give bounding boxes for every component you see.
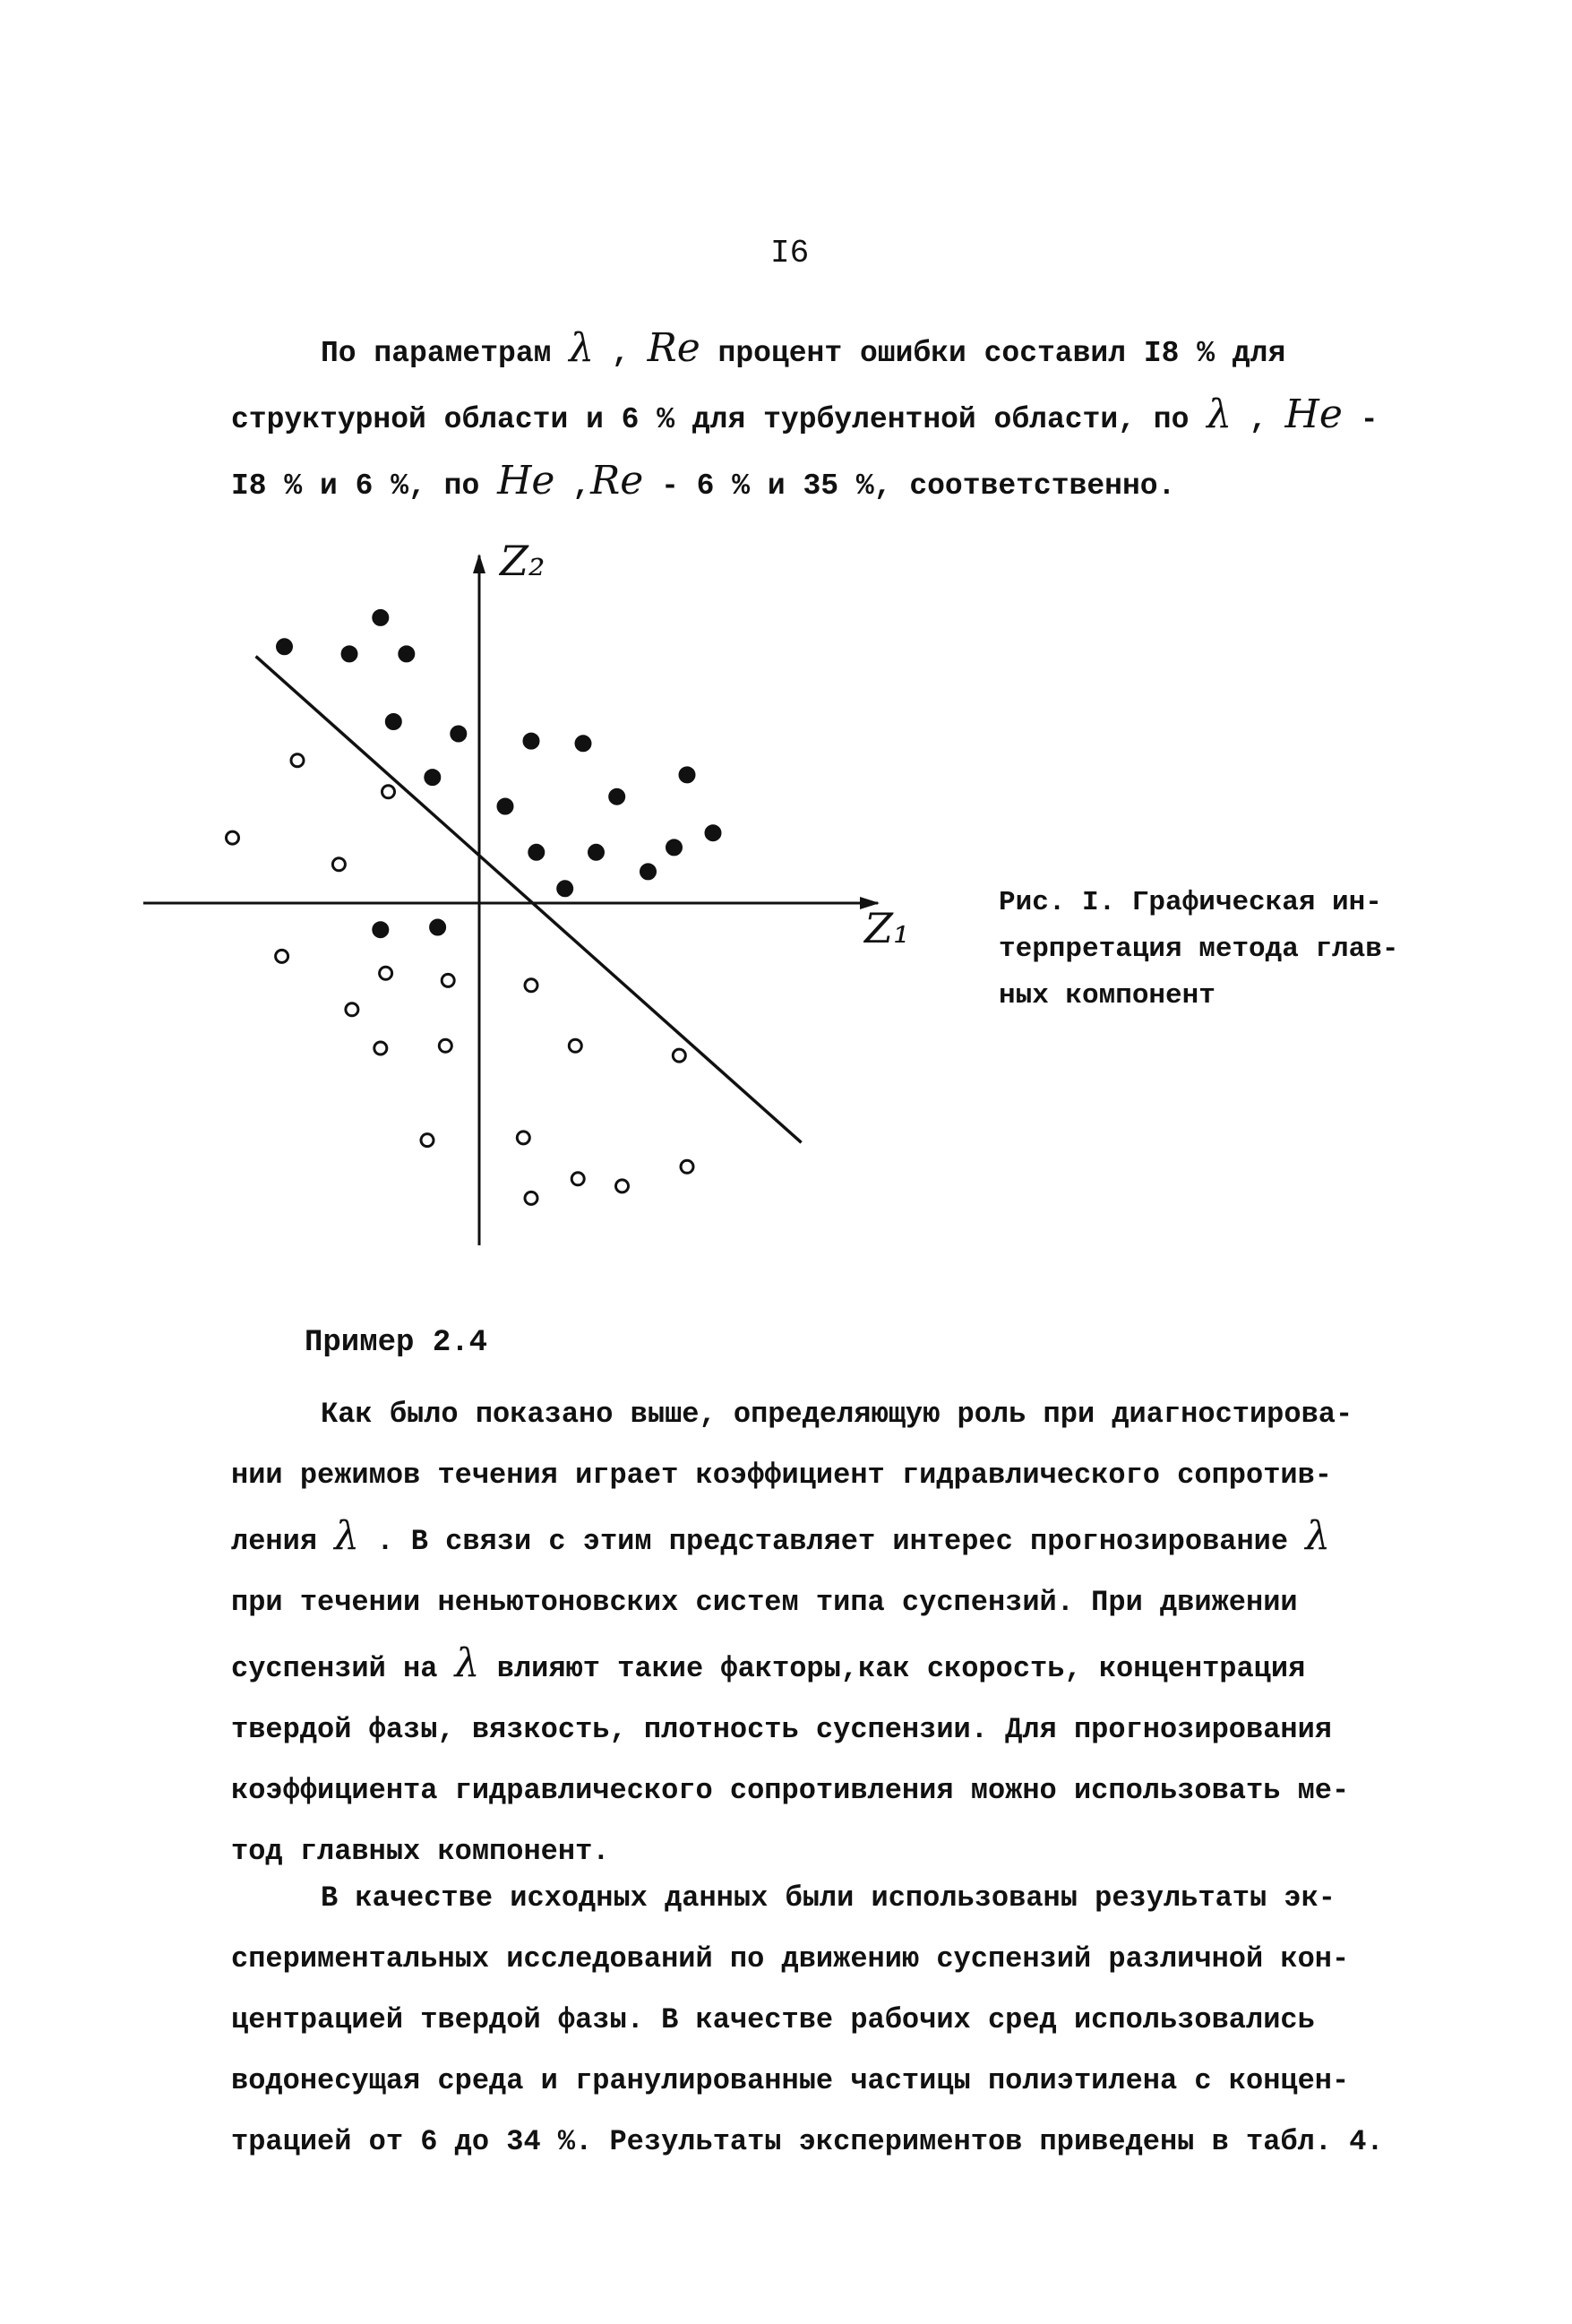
hollow-point	[332, 858, 345, 871]
hollow-point	[525, 979, 537, 992]
axis-y-label: Z₂	[500, 537, 545, 585]
filled-point	[430, 919, 446, 935]
filled-point	[399, 646, 415, 662]
filled-point	[640, 864, 657, 880]
paragraph-line: водонесущая среда и гранулированные частицы полиэтилена с концен-	[231, 2064, 1350, 2097]
paragraph-line: центрацией твердой фазы. В качестве рабочих сред использовались	[231, 2003, 1315, 2036]
lambda-symbol: λ	[454, 1640, 480, 1686]
reynolds-symbol: Re	[590, 458, 644, 504]
paragraph-line: суспензий на λ влияют такие факторы,как скорость, концентрация	[231, 1640, 1306, 1686]
hollow-point	[673, 1049, 685, 1062]
intro-paragraph	[231, 318, 1431, 517]
scatter-plot	[125, 529, 958, 1263]
intro-line-1: По параметрам λ , Re процент ошибки составил I8 % для	[321, 325, 1286, 371]
intro-line-2: структурной области и 6 % для турбулентной области, по λ , He -	[231, 392, 1379, 437]
example-title: Пример 2.4	[305, 1326, 488, 1360]
filled-point	[575, 736, 591, 752]
filled-point	[588, 844, 605, 860]
paragraph-line: трацией от 6 до 34 %. Результаты экспериментов приведены в табл. 4.	[231, 2125, 1384, 2158]
filled-point	[666, 839, 683, 856]
paragraph-line: тод главных компонент.	[231, 1835, 610, 1868]
scatter-figure	[125, 529, 958, 1263]
filled-point	[705, 825, 721, 841]
filled-point	[341, 646, 357, 662]
separator-line	[256, 657, 802, 1143]
reynolds-symbol: Re	[647, 325, 700, 371]
page-number: I6	[770, 235, 810, 271]
paragraph-line: спериментальных исследований по движению суспензий различной кон-	[231, 1942, 1350, 1975]
data-points	[227, 609, 722, 1204]
hollow-point	[276, 950, 288, 962]
paragraph-line: В качестве исходных данных были использованы результаты эк-	[321, 1881, 1336, 1915]
filled-point	[609, 788, 625, 805]
filled-point	[497, 798, 513, 814]
filled-point	[277, 639, 293, 655]
lambda-symbol: λ	[334, 1513, 360, 1559]
hollow-point	[616, 1180, 629, 1192]
axis-x-label: Z₁	[864, 904, 910, 952]
paragraph-line: ления λ . В связи с этим представляет интерес прогнозирование λ	[231, 1513, 1331, 1559]
caption-line: терпретация метода глав-	[999, 934, 1399, 965]
hollow-point	[421, 1134, 434, 1147]
separator-line-path	[256, 657, 802, 1143]
filled-point	[373, 609, 389, 625]
paragraph-line: Как было показано выше, определяющую роль при диагностирова-	[321, 1398, 1353, 1431]
filled-point	[385, 714, 401, 730]
hollow-point	[569, 1039, 581, 1052]
axes	[143, 555, 878, 1245]
hollow-point	[227, 831, 239, 844]
paragraph-line: нии режимов течения играет коэффициент гидравлического сопротив-	[231, 1459, 1332, 1492]
hollow-point	[681, 1160, 693, 1173]
paragraph-line: коэффициента гидравлического сопротивления можно использовать ме-	[231, 1774, 1350, 1807]
hollow-point	[291, 754, 304, 767]
hollow-point	[382, 786, 395, 798]
paragraph-line: твердой фазы, вязкость, плотность суспензии. Для прогнозирования	[231, 1713, 1332, 1746]
filled-point	[373, 922, 389, 938]
filled-point	[425, 770, 441, 786]
lambda-symbol: λ	[1305, 1513, 1331, 1559]
hollow-point	[380, 967, 392, 979]
hollow-point	[571, 1173, 584, 1185]
figure-caption	[999, 880, 1429, 1020]
hollow-point	[439, 1039, 451, 1052]
filled-point	[523, 733, 539, 749]
lambda-symbol: λ	[569, 325, 595, 371]
paragraph-line: при течении неньютоновских систем типа суспензий. При движении	[231, 1586, 1298, 1619]
filled-point	[528, 844, 545, 860]
hollow-point	[525, 1192, 537, 1204]
hollow-point	[346, 1003, 358, 1016]
filled-point	[557, 881, 573, 897]
lambda-symbol: λ	[1207, 392, 1233, 437]
paragraph-1	[231, 1384, 1449, 1882]
filled-point	[679, 767, 695, 783]
hedstrom-symbol: He	[1284, 392, 1343, 437]
caption-line: Рис. I. Графическая ин-	[999, 887, 1382, 918]
hollow-point	[374, 1042, 387, 1054]
hollow-point	[517, 1132, 529, 1144]
paragraph-2	[231, 1868, 1449, 2173]
filled-point	[451, 726, 467, 742]
caption-line: ных компонент	[999, 980, 1216, 1011]
hedstrom-symbol: He	[497, 458, 555, 504]
hollow-point	[442, 974, 454, 986]
intro-line-3: I8 % и 6 %, по He ,Re - 6 % и 35 %, соответственно.	[231, 458, 1176, 504]
